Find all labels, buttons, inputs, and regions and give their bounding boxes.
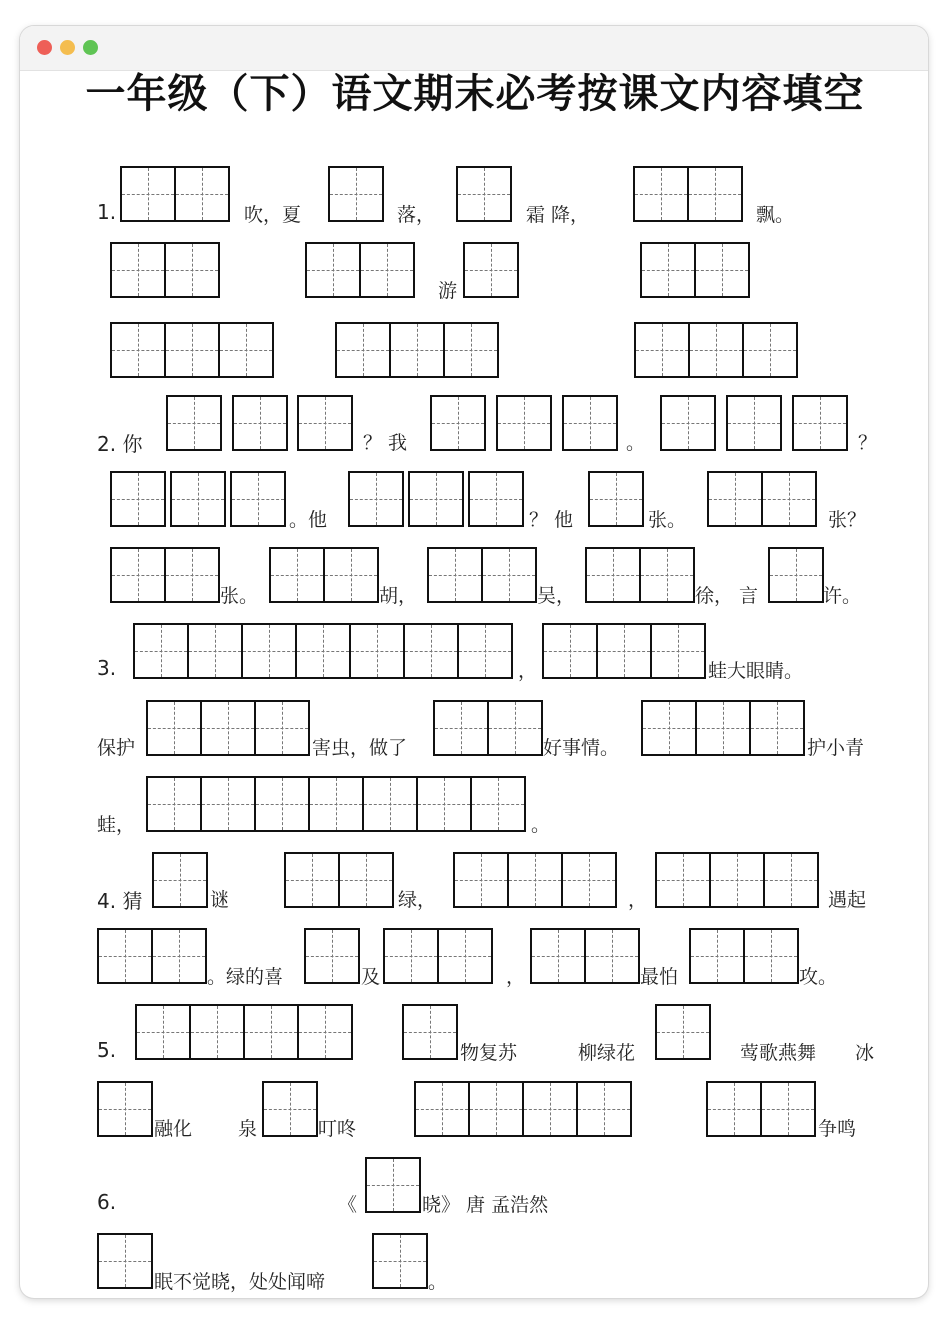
q2-blank-2[interactable] (232, 395, 288, 451)
q4-number: 4. 猜 (97, 889, 143, 913)
q1-blank-4[interactable] (633, 166, 743, 222)
q2-text-8: 张。 (220, 585, 259, 607)
q4-text-3: ， (628, 889, 648, 911)
q6-text-3: 眠不觉晓，处处闻啼 (154, 1271, 326, 1293)
q2-blank-18[interactable] (110, 547, 220, 603)
q5-text-2: 柳绿花 (578, 1042, 636, 1064)
q5-text-7: 叮咚 (318, 1118, 357, 1140)
q1-text-2: 落， (397, 204, 436, 226)
q4-text-2: 绿， (398, 889, 437, 911)
q3-text-4: 害虫，做了 (312, 737, 408, 759)
q4-blank-2[interactable] (284, 852, 394, 908)
q5-blank-6[interactable] (414, 1081, 632, 1137)
q2-text-3: ？ (858, 432, 878, 454)
q4-text-9: 攻。 (799, 966, 838, 988)
q2-blank-10[interactable] (110, 471, 166, 527)
q5-blank-7[interactable] (706, 1081, 816, 1137)
q3-blank-3[interactable] (146, 700, 310, 756)
q4-blank-6[interactable] (304, 928, 360, 984)
q2-blank-19[interactable] (269, 547, 379, 603)
q2-text-10: 吴， (537, 585, 576, 607)
q5-text-1: 物复苏 (460, 1042, 518, 1064)
q3-text-8: 。 (531, 814, 551, 836)
q2-blank-21[interactable] (585, 547, 695, 603)
q3-text-3: 保护 (97, 737, 136, 759)
q6-blank-3[interactable] (372, 1233, 428, 1289)
q4-blank-1[interactable] (152, 852, 208, 908)
q2-text-7: 张？ (828, 509, 867, 531)
q4-blank-8[interactable] (530, 928, 640, 984)
q1-text-3: 霜 降， (526, 204, 590, 226)
q1-blank-7[interactable] (463, 242, 519, 298)
q2-blank-22[interactable] (768, 547, 824, 603)
q2-text-12: 许。 (823, 585, 862, 607)
q6-text-1: 《 (338, 1194, 358, 1216)
q4-text-7: ， (506, 966, 526, 988)
q6-number: 6. (97, 1190, 117, 1214)
q4-text-4: 遇起 (828, 889, 867, 911)
q6-text-4: 。 (428, 1271, 448, 1293)
q5-text-3: 莺歌燕舞 (740, 1042, 817, 1064)
q3-text-6: 护小青 (807, 737, 865, 759)
q2-blank-5[interactable] (496, 395, 552, 451)
q2-text-1: ？ 我 (363, 432, 408, 454)
q3-text-2: 蛙大眼睛。 (708, 660, 804, 682)
q3-blank-1[interactable] (133, 623, 513, 679)
q2-blank-6[interactable] (562, 395, 618, 451)
q1-blank-6[interactable] (305, 242, 415, 298)
q1-blank-2[interactable] (328, 166, 384, 222)
q4-text-1: 谜 (210, 889, 230, 911)
q5-text-4: 冰 (855, 1042, 875, 1064)
q3-number: 3. (97, 656, 117, 680)
q4-blank-7[interactable] (383, 928, 493, 984)
q4-text-8: 最怕 (640, 966, 679, 988)
q2-blank-7[interactable] (660, 395, 716, 451)
q1-text-4: 飘。 (756, 204, 795, 226)
q5-text-6: 泉 (238, 1118, 258, 1140)
q2-blank-15[interactable] (468, 471, 524, 527)
q2-text-9: 胡， (379, 585, 418, 607)
q2-blank-11[interactable] (170, 471, 226, 527)
q5-text-5: 融化 (154, 1118, 193, 1140)
q1-blank-1[interactable] (120, 166, 230, 222)
q5-blank-3[interactable] (655, 1004, 711, 1060)
q1-text-5: 游 (438, 280, 458, 302)
q2-blank-13[interactable] (348, 471, 404, 527)
q5-blank-4[interactable] (97, 1081, 153, 1137)
q2-blank-4[interactable] (430, 395, 486, 451)
q1-blank-3[interactable] (456, 166, 512, 222)
q3-blank-4[interactable] (433, 700, 543, 756)
q3-text-1: ， (518, 660, 538, 682)
q5-blank-2[interactable] (402, 1004, 458, 1060)
q2-blank-8[interactable] (726, 395, 782, 451)
minimize-button[interactable] (60, 40, 75, 55)
q1-blank-11[interactable] (634, 322, 798, 378)
page-title: 一年级（下）语文期末必考按课文内容填空 (85, 71, 865, 117)
q3-text-5: 好事情。 (543, 737, 620, 759)
q2-blank-9[interactable] (792, 395, 848, 451)
q4-text-6: 及 (361, 966, 381, 988)
q1-blank-5[interactable] (110, 242, 220, 298)
q2-blank-20[interactable] (427, 547, 537, 603)
q1-blank-9[interactable] (110, 322, 274, 378)
q1-number: 1. (97, 200, 117, 224)
q2-text-6: 张。 (648, 509, 687, 531)
q3-blank-2[interactable] (542, 623, 706, 679)
q1-text-1: 吹，夏 (244, 204, 302, 226)
q2-blank-16[interactable] (588, 471, 644, 527)
q4-blank-9[interactable] (689, 928, 799, 984)
q6-text-2: 晓》 唐 孟浩然 (422, 1194, 549, 1216)
q1-blank-8[interactable] (640, 242, 750, 298)
q5-blank-5[interactable] (262, 1081, 318, 1137)
q1-blank-10[interactable] (335, 322, 499, 378)
q2-blank-14[interactable] (408, 471, 464, 527)
q3-blank-5[interactable] (641, 700, 805, 756)
q3-text-7: 蛙， (97, 814, 136, 836)
close-button[interactable] (37, 40, 52, 55)
q2-text-2: 。 (626, 432, 646, 454)
q5-number: 5. (97, 1038, 117, 1062)
q3-blank-6[interactable] (146, 776, 526, 832)
zoom-button[interactable] (83, 40, 98, 55)
q4-text-5: 。绿的喜 (207, 966, 284, 988)
q2-blank-1[interactable] (166, 395, 222, 451)
q2-text-4: 。他 (289, 509, 328, 531)
q2-number: 2. 你 (97, 432, 143, 456)
q4-blank-3[interactable] (453, 852, 617, 908)
q2-blank-12[interactable] (230, 471, 286, 527)
q2-text-11: 徐， 言 (695, 585, 759, 607)
q4-blank-5[interactable] (97, 928, 207, 984)
q5-text-8: 争鸣 (818, 1118, 857, 1140)
q4-blank-4[interactable] (655, 852, 819, 908)
q2-blank-3[interactable] (297, 395, 353, 451)
q2-text-5: ？ 他 (529, 509, 574, 531)
q6-blank-2[interactable] (97, 1233, 153, 1289)
q2-blank-17[interactable] (707, 471, 817, 527)
q5-blank-1[interactable] (135, 1004, 353, 1060)
q6-blank-1[interactable] (365, 1157, 421, 1213)
